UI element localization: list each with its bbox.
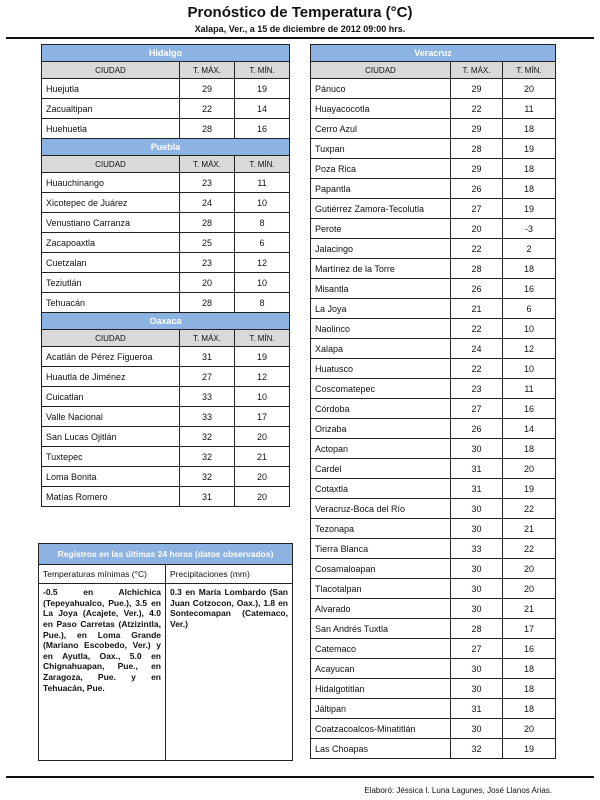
max-temp-cell: 22 [451,319,503,339]
min-temp-cell: 2 [503,239,556,259]
max-temp-cell: 31 [451,459,503,479]
min-temp-cell: 18 [503,659,556,679]
min-temp-cell: 6 [235,233,290,253]
city-cell: Tuxtepec [42,447,180,467]
min-temp-cell: 16 [503,399,556,419]
table-row [311,699,556,719]
table-row [42,293,290,313]
city-cell: Zacapoaxtla [42,233,180,253]
min-temp-cell: 19 [503,139,556,159]
min-temp-cell: 21 [235,447,290,467]
max-temp-cell: 33 [180,387,235,407]
city-cell: Teziutlán [42,273,180,293]
max-temp-cell: 32 [180,467,235,487]
city-cell: Huauchinango [42,173,180,193]
min-temps-header: Temperaturas mínimas (°C) [39,565,166,583]
city-cell: Tezonapa [311,519,451,539]
city-cell: Coscomatepec [311,379,451,399]
max-temp-cell: 28 [180,293,235,313]
left-forecast-table [41,44,290,507]
max-temp-cell: 30 [451,499,503,519]
table-row [311,339,556,359]
table-row [311,479,556,499]
table-row [42,233,290,253]
column-header-city: CIUDAD [311,62,451,79]
min-temp-cell: 18 [503,259,556,279]
min-temp-cell: 20 [503,559,556,579]
min-temp-cell: 14 [235,99,290,119]
table-row [42,119,290,139]
max-temp-cell: 27 [180,367,235,387]
table-row [311,539,556,559]
city-cell: Tehuacán [42,293,180,313]
min-temp-cell: 22 [503,539,556,559]
column-header-max: T. MÁX. [180,62,235,79]
min-temp-cell: 19 [235,79,290,99]
city-cell: Cotaxtla [311,479,451,499]
min-temp-cell: 20 [503,79,556,99]
min-temp-cell: 8 [235,293,290,313]
max-temp-cell: 29 [451,79,503,99]
veracruz-forecast-table [310,44,556,759]
min-temp-cell: 20 [503,579,556,599]
max-temp-cell: 23 [180,253,235,273]
table-row [311,559,556,579]
column-header-row [42,62,290,79]
table-row [311,279,556,299]
city-cell: Huatusco [311,359,451,379]
page-title: Pronóstico de Temperatura (°C) [187,4,413,21]
min-temp-cell: 10 [235,193,290,213]
max-temp-cell: 32 [180,427,235,447]
city-cell: Matías Romero [42,487,180,507]
observed-records-box [38,543,293,761]
min-temp-cell: 16 [503,279,556,299]
table-row [311,459,556,479]
column-header-min: T. MÍN. [235,156,290,173]
min-temp-cell: 8 [235,213,290,233]
min-temp-cell: 10 [235,387,290,407]
city-cell: Xalapa [311,339,451,359]
city-cell: Alvarado [311,599,451,619]
min-temp-cell: 10 [503,359,556,379]
city-cell: Cosamaloapan [311,559,451,579]
min-temp-cell: 18 [503,679,556,699]
city-cell: Catemaco [311,639,451,659]
max-temp-cell: 30 [451,659,503,679]
city-cell: Venustiano Carranza [42,213,180,233]
min-temp-cell: 20 [503,459,556,479]
min-temp-cell: 10 [235,273,290,293]
city-cell: Hidalgotitlan [311,679,451,699]
city-cell: Córdoba [311,399,451,419]
table-row [311,79,556,99]
column-header-max: T. MÁX. [180,156,235,173]
max-temp-cell: 32 [451,739,503,759]
section-title: Veracruz [311,45,556,62]
table-row [42,427,290,447]
max-temp-cell: 30 [451,599,503,619]
table-row [311,739,556,759]
max-temp-cell: 29 [180,79,235,99]
table-row [42,387,290,407]
city-cell: Huautla de Jiménez [42,367,180,387]
max-temp-cell: 31 [180,347,235,367]
max-temp-cell: 26 [451,419,503,439]
table-row [311,259,556,279]
min-temp-cell: 17 [503,619,556,639]
max-temp-cell: 31 [451,479,503,499]
table-row [311,179,556,199]
table-row [42,367,290,387]
page-subtitle: Xalapa, Ver., a 15 de diciembre de 2012 09:00 hrs. [194,24,406,34]
city-cell: Acayucan [311,659,451,679]
min-temp-cell: 11 [235,173,290,193]
section-header-puebla [42,139,290,156]
table-row [311,659,556,679]
max-temp-cell: 29 [451,119,503,139]
min-temp-cell: 20 [235,427,290,447]
max-temp-cell: 30 [451,579,503,599]
min-temp-cell: 11 [503,99,556,119]
table-row [311,639,556,659]
min-temp-cell: 17 [235,407,290,427]
city-cell: Naolinco [311,319,451,339]
table-row [42,99,290,119]
column-header-row [42,330,290,347]
column-header-row [42,156,290,173]
table-row [311,719,556,739]
table-row [311,99,556,119]
city-cell: Perote [311,219,451,239]
column-header-min: T. MÍN. [503,62,556,79]
table-row [311,419,556,439]
max-temp-cell: 26 [451,179,503,199]
column-header-max: T. MÁX. [451,62,503,79]
table-row [42,347,290,367]
table-row [311,299,556,319]
min-temp-cell: 12 [503,339,556,359]
max-temp-cell: 21 [451,299,503,319]
column-header-city: CIUDAD [42,62,180,79]
city-cell: San Lucas Ojitlán [42,427,180,447]
table-row [42,447,290,467]
section-title: Puebla [42,139,290,156]
min-temp-cell: 22 [503,499,556,519]
bottom-divider [6,776,594,778]
min-temp-cell: 19 [503,199,556,219]
section-header-veracruz [311,45,556,62]
min-temp-cell: 12 [235,253,290,273]
max-temp-cell: 31 [451,699,503,719]
city-cell: Cerro Azul [311,119,451,139]
column-header-min: T. MÍN. [235,330,290,347]
city-cell: Tuxpan [311,139,451,159]
table-row [311,619,556,639]
min-temp-cell: 19 [503,739,556,759]
top-divider [6,37,594,39]
min-temp-cell: -3 [503,219,556,239]
max-temp-cell: 28 [180,213,235,233]
max-temp-cell: 30 [451,559,503,579]
table-row [311,499,556,519]
table-row [311,119,556,139]
min-temp-cell: 18 [503,159,556,179]
city-cell: Misantla [311,279,451,299]
city-cell: Veracruz-Boca del Río [311,499,451,519]
min-temp-cell: 6 [503,299,556,319]
city-cell: Xicotepec de Juárez [42,193,180,213]
table-row [311,679,556,699]
min-temps-text: -0.5 en Alchichica (Tepeyahualco, Pue.), 3.5 en La Joya (Acajete, Ver.), 4.0 en Paso Carretas (Atzizintla, Pue.), en Loma Grande (Mariano Escobedo, Ver.) y en Ayutla, Oax., 5.0 en Chignahuapan, Pue., en Zaragoza, Pue. y en Tehuacán, Pue. [39,584,166,760]
city-cell: Cardel [311,459,451,479]
city-cell: La Joya [311,299,451,319]
city-cell: Tlacotalpan [311,579,451,599]
footer-credits: Elaboró: Jéssica I. Luna Lagunes, José Llanos Arias. [364,786,552,795]
min-temp-cell: 14 [503,419,556,439]
city-cell: Tierra Blanca [311,539,451,559]
max-temp-cell: 26 [451,279,503,299]
max-temp-cell: 24 [451,339,503,359]
city-cell: Cuetzalan [42,253,180,273]
max-temp-cell: 27 [451,399,503,419]
min-temp-cell: 19 [235,347,290,367]
min-temp-cell: 19 [503,479,556,499]
max-temp-cell: 22 [451,239,503,259]
table-row [42,407,290,427]
city-cell: Pánuco [311,79,451,99]
max-temp-cell: 25 [180,233,235,253]
section-header-oaxaca [42,313,290,330]
table-row [42,173,290,193]
min-temp-cell: 18 [503,699,556,719]
city-cell: Loma Bonita [42,467,180,487]
min-temp-cell: 12 [235,367,290,387]
min-temp-cell: 18 [503,119,556,139]
max-temp-cell: 31 [180,487,235,507]
min-temp-cell: 21 [503,599,556,619]
min-temp-cell: 16 [235,119,290,139]
precip-header: Precipitaciones (mm) [170,569,250,579]
section-title: Hidalgo [42,45,290,62]
column-header-max: T. MÁX. [180,330,235,347]
max-temp-cell: 24 [180,193,235,213]
min-temp-cell: 20 [503,719,556,739]
max-temp-cell: 30 [451,519,503,539]
city-cell: Huejutla [42,79,180,99]
max-temp-cell: 33 [180,407,235,427]
max-temp-cell: 28 [451,139,503,159]
city-cell: Coatzacoalcos-Minatitlán [311,719,451,739]
table-row [311,139,556,159]
city-cell: Huehuetla [42,119,180,139]
column-header-city: CIUDAD [42,330,180,347]
city-cell: Jáltipan [311,699,451,719]
table-row [311,439,556,459]
min-temp-cell: 20 [235,467,290,487]
max-temp-cell: 23 [451,379,503,399]
max-temp-cell: 23 [180,173,235,193]
min-temp-cell: 20 [235,487,290,507]
city-cell: Zacualtipan [42,99,180,119]
table-row [42,273,290,293]
table-row [311,379,556,399]
max-temp-cell: 22 [180,99,235,119]
city-cell: Poza Rica [311,159,451,179]
table-row [311,159,556,179]
city-cell: Papantla [311,179,451,199]
max-temp-cell: 28 [451,619,503,639]
max-temp-cell: 30 [451,679,503,699]
city-cell: Martínez de la Torre [311,259,451,279]
min-temp-cell: 18 [503,179,556,199]
max-temp-cell: 28 [180,119,235,139]
observed-records-title: Registros en las últimas 24 horas (datos observados) [39,544,292,565]
precip-text: 0.3 en María Lombardo (San Juan Cotzocon, Oax.), 1.8 en Sontecomapan (Catemaco, Ver.) [170,587,288,629]
table-row [311,399,556,419]
city-cell: Huayacocotla [311,99,451,119]
table-row [42,487,290,507]
column-header-min: T. MÍN. [235,62,290,79]
max-temp-cell: 22 [451,359,503,379]
max-temp-cell: 30 [451,719,503,739]
table-row [42,79,290,99]
min-temp-cell: 16 [503,639,556,659]
table-row [311,319,556,339]
max-temp-cell: 28 [451,259,503,279]
table-row [311,199,556,219]
max-temp-cell: 20 [180,273,235,293]
max-temp-cell: 27 [451,639,503,659]
section-header-hidalgo [42,45,290,62]
city-cell: Acatlán de Pérez Figueroa [42,347,180,367]
city-cell: Cuicatlan [42,387,180,407]
column-header-row [311,62,556,79]
table-row [311,239,556,259]
table-row [42,467,290,487]
table-row [42,193,290,213]
max-temp-cell: 33 [451,539,503,559]
max-temp-cell: 22 [451,99,503,119]
city-cell: Gutiérrez Zamora-Tecolutla [311,199,451,219]
max-temp-cell: 29 [451,159,503,179]
max-temp-cell: 30 [451,439,503,459]
column-header-city: CIUDAD [42,156,180,173]
max-temp-cell: 32 [180,447,235,467]
max-temp-cell: 20 [451,219,503,239]
min-temp-cell: 11 [503,379,556,399]
city-cell: Jalacingo [311,239,451,259]
city-cell: Actopan [311,439,451,459]
table-row [311,359,556,379]
section-title: Oaxaca [42,313,290,330]
table-row [42,213,290,233]
table-row [311,219,556,239]
min-temp-cell: 21 [503,519,556,539]
table-row [311,579,556,599]
table-row [311,519,556,539]
city-cell: Orizaba [311,419,451,439]
city-cell: San Andrés Tuxtla [311,619,451,639]
table-row [42,253,290,273]
city-cell: Valle Nacional [42,407,180,427]
max-temp-cell: 27 [451,199,503,219]
min-temp-cell: 18 [503,439,556,459]
min-temp-cell: 10 [503,319,556,339]
table-row [311,599,556,619]
city-cell: Las Choapas [311,739,451,759]
